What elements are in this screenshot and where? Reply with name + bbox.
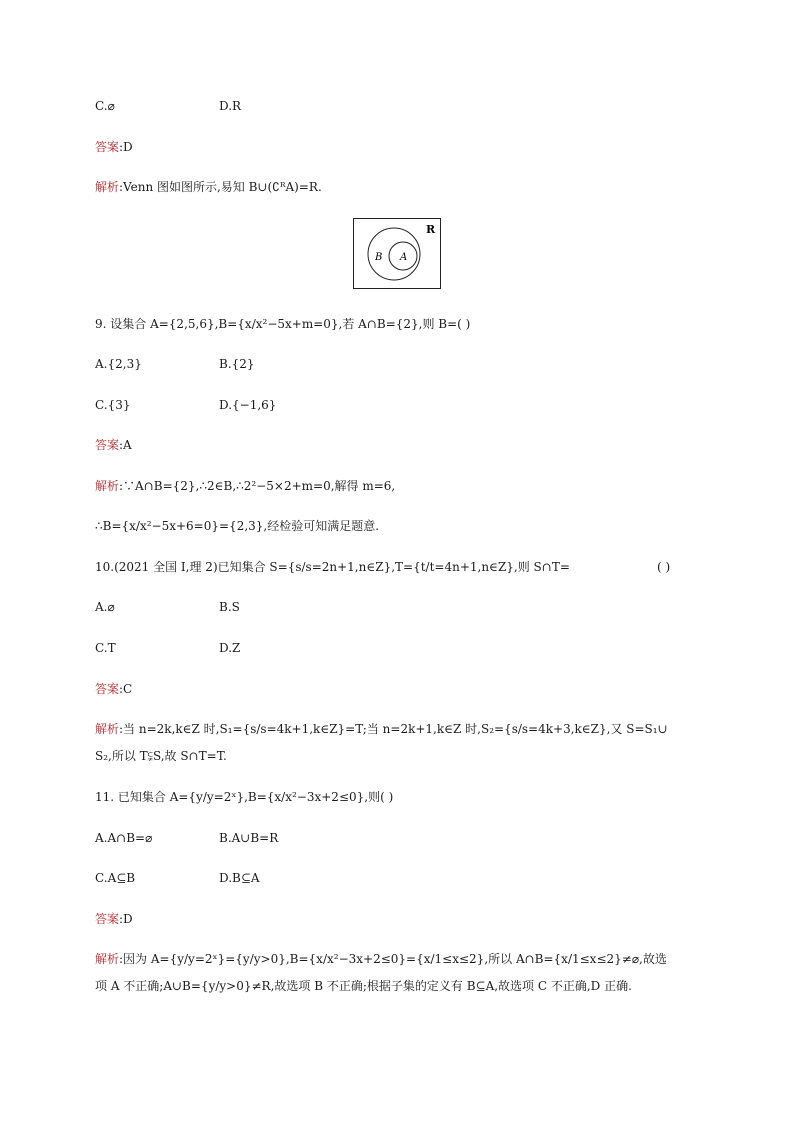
q11-analysis-line2: 项 A 不正确;A∪B={y/y>0}≠R,故选项 B 不正确;根据子集的定义有 B⊆A,故选项 C 不正确,D 正确. — [95, 979, 632, 993]
q8-option-c: C.⌀ — [95, 99, 115, 113]
q10-analysis-line2: S₂,所以 T⫋S,故 S∩T=T. — [95, 749, 227, 763]
answer-value: :D — [119, 140, 133, 154]
q9-option-a: A.{2,3} — [95, 357, 142, 371]
analysis-label: 解析 — [95, 722, 120, 736]
analysis-text: :∵A∩B={2},∴2∈B,∴2²−5×2+m=0,解得 m=6, — [119, 479, 396, 493]
analysis-label: 解析 — [95, 479, 120, 493]
venn-diagram — [353, 218, 441, 289]
q11-option-a: A.A∩B=⌀ — [95, 831, 153, 845]
q9-stem: 9. 设集合 A={2,5,6},B={x/x²−5x+m=0},若 A∩B={2},则 B=( ) — [95, 317, 471, 331]
q9-answer — [95, 437, 132, 453]
q11-option-b: B.A∪B=R — [219, 831, 279, 845]
venn-svg — [354, 219, 440, 288]
q9-option-c: C.{3} — [95, 398, 131, 412]
analysis-text: :因为 A={y/y=2ˣ}={y/y>0},B={x/x²−3x+2≤0}={x/1≤x≤2},所以 A∩B={x/1≤x≤2}≠⌀,故选 — [119, 952, 667, 966]
analysis-label: 解析 — [95, 180, 120, 194]
answer-label: 答案 — [95, 682, 120, 696]
set-a-label: A — [400, 252, 408, 263]
q9-option-d: D.{−1,6} — [219, 398, 277, 412]
q8-option-d: D.R — [219, 99, 242, 113]
q10-analysis — [95, 721, 668, 737]
q11-stem: 11. 已知集合 A={y/y=2ˣ},B={x/x²−3x+2≤0},则( ) — [95, 790, 394, 804]
q10-option-d: D.Z — [219, 641, 241, 655]
q10-answer-paren: ( ) — [657, 560, 671, 574]
q9-analysis — [95, 478, 395, 494]
analysis-label: 解析 — [95, 952, 120, 966]
answer-label: 答案 — [95, 912, 120, 926]
q10-option-a: A.⌀ — [95, 600, 115, 614]
answer-label: 答案 — [95, 438, 120, 452]
q9-analysis-line2: ∴B={x/x²−5x+6=0}={2,3},经检验可知满足题意. — [95, 519, 380, 533]
analysis-text: :Venn 图如图所示,易知 B∪(∁ᴿA)=R. — [119, 180, 322, 194]
q11-analysis — [95, 951, 667, 967]
q11-option-c: C.A⊆B — [95, 871, 136, 885]
set-b-label: B — [375, 252, 383, 263]
universe-label: R — [426, 223, 436, 236]
answer-label: 答案 — [95, 140, 120, 154]
q10-option-b: B.S — [219, 600, 240, 614]
q8-answer — [95, 139, 133, 155]
q10-answer — [95, 681, 132, 697]
q11-option-d: D.B⊆A — [219, 871, 260, 885]
q9-option-b: B.{2} — [219, 357, 255, 371]
q10-option-c: C.T — [95, 641, 116, 655]
answer-value: :A — [119, 438, 132, 452]
q11-answer — [95, 911, 133, 927]
answer-value: :C — [119, 682, 133, 696]
q10-stem: 10.(2021 全国 Ⅰ,理 2)已知集合 S={s/s=2n+1,n∈Z},T={t/t=4n+1,n∈Z},则 S∩T= — [95, 560, 570, 574]
analysis-text: :当 n=2k,k∈Z 时,S₁={s/s=4k+1,k∈Z}=T;当 n=2k+1,k∈Z 时,S₂={s/s=4k+3,k∈Z},又 S=S₁∪ — [119, 722, 668, 736]
answer-value: :D — [119, 912, 133, 926]
q8-analysis — [95, 179, 322, 195]
